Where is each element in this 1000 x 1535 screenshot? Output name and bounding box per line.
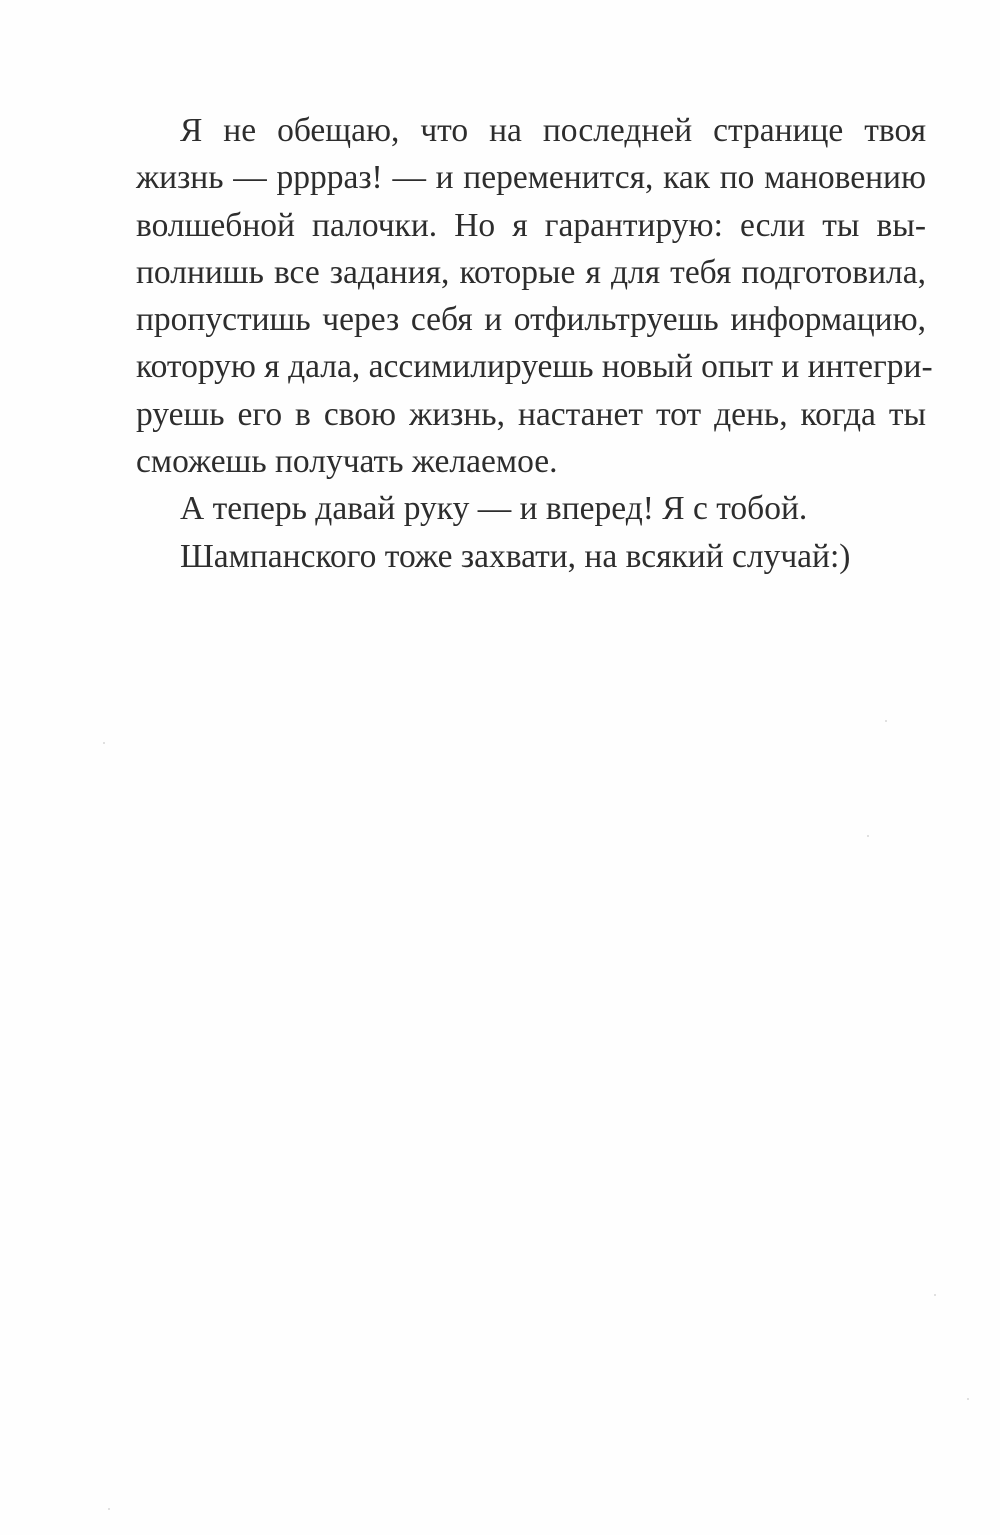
paragraph-champagne	[136, 533, 926, 580]
text-line: полнишь все задания, которые я для тебя подготовила,	[136, 253, 926, 291]
text-line: жизнь — рррраз! — и переменится, как по мановению	[136, 159, 926, 197]
paper-speck	[934, 1294, 936, 1296]
text-line: волшебной палочки. Но я гарантирую: если ты вы-	[136, 206, 926, 244]
paper-speck	[103, 742, 105, 744]
paper-speck	[108, 1508, 110, 1510]
paragraph-hand	[136, 485, 926, 532]
text-line: сможешь получать желаемое.	[136, 443, 558, 481]
paper-speck	[967, 1398, 969, 1400]
text-line: Я не обещаю, что на последней странице твоя	[180, 112, 926, 149]
text-line: руешь его в свою жизнь, настанет тот день, когда ты	[136, 395, 926, 433]
paragraph-promise	[136, 107, 933, 485]
text-line: пропустишь через себя и отфильтруешь информацию,	[136, 301, 926, 339]
paper-speck	[885, 720, 887, 722]
text-line: Шампанского тоже захвати, на всякий случай:)	[180, 537, 851, 575]
text-line: которую я дала, ассимилируешь новый опыт и интегри-	[136, 348, 933, 386]
paper-speck	[867, 835, 869, 837]
text-line: А теперь давай руку — и вперед! Я с тобой.	[180, 490, 808, 528]
body-text	[136, 107, 933, 580]
